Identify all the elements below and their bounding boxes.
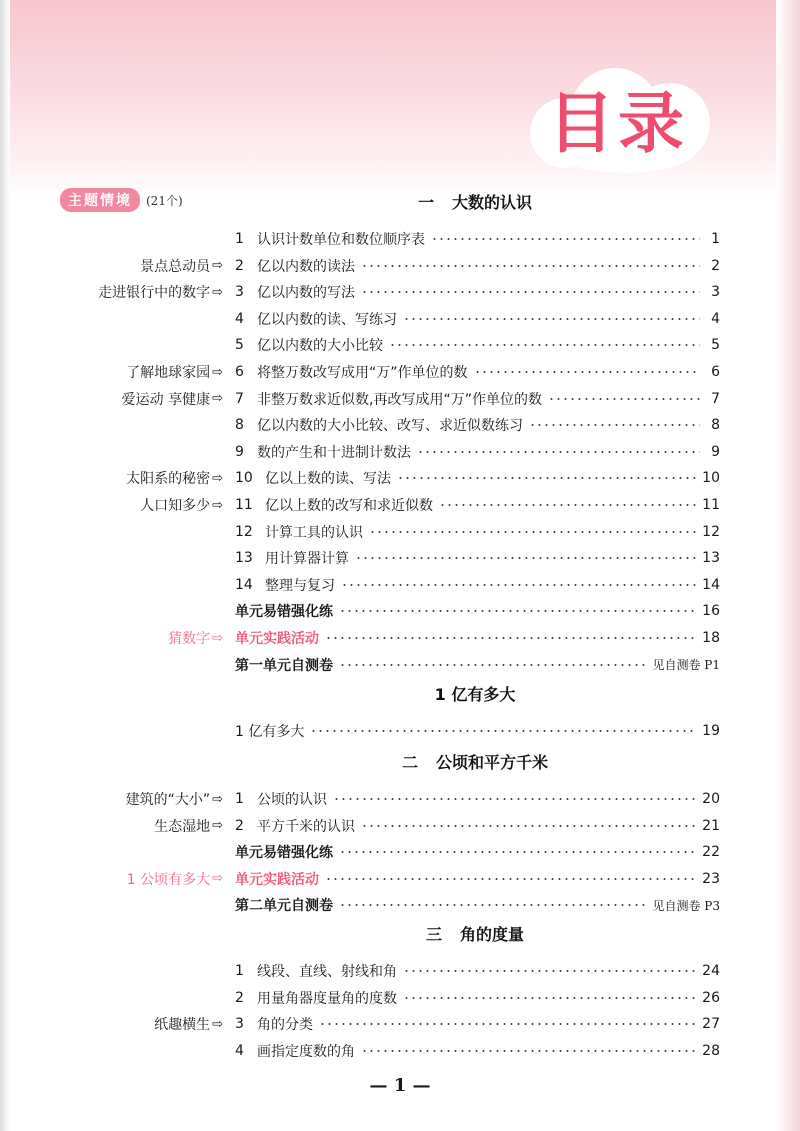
theme-scenario-label: 猜数字 [168, 631, 211, 647]
toc-row[interactable] [235, 868, 720, 890]
dot-leader [339, 851, 696, 853]
toc-row[interactable] [235, 467, 720, 489]
section-number: 二 [401, 753, 418, 772]
theme-scenario [154, 815, 223, 837]
arrow-icon: ⇨ [212, 258, 223, 274]
section-title: 角的度量 [460, 925, 525, 944]
toc-row[interactable] [235, 1013, 720, 1035]
lesson-number: 2 [235, 989, 244, 1006]
page-ref: 见自测卷 P3 [652, 898, 720, 913]
lesson-number: 2 [235, 817, 244, 834]
lesson-title: 亿以内数的写法 [257, 285, 355, 302]
lesson-title: 单元易错强化练 [235, 604, 333, 621]
page-ref: 27 [702, 1016, 720, 1033]
lesson-title: 非整万数求近似数,再改写成用“万”作单位的数 [257, 391, 542, 408]
section-heading [230, 682, 720, 705]
page-ref: 2 [711, 257, 720, 274]
arrow-icon: ⇨ [212, 391, 223, 407]
toc-row[interactable] [235, 494, 720, 516]
lesson-number: 3 [235, 284, 244, 301]
lesson-title: 公顷的认识 [257, 792, 327, 808]
theme-scenario [140, 255, 223, 277]
right-page-edge [776, 0, 800, 1131]
theme-scenario-label: 人口知多少 [140, 498, 211, 514]
theme-scenario [154, 1013, 223, 1035]
lesson-title: 线段、直线、射线和角 [257, 964, 397, 980]
page-ref: 3 [711, 284, 720, 301]
toc-row[interactable] [235, 600, 720, 622]
page-ref: 23 [702, 870, 720, 887]
section-heading [230, 190, 720, 213]
page-ref: 7 [711, 390, 720, 407]
page-ref: 13 [702, 550, 720, 567]
lesson-title: 计算工具的认识 [265, 524, 363, 541]
toc-row[interactable] [235, 960, 720, 982]
toc-row[interactable] [235, 281, 720, 303]
page-ref: 5 [711, 337, 720, 354]
dot-leader [548, 398, 700, 400]
toc-row[interactable] [235, 720, 720, 742]
toc-row[interactable] [235, 574, 720, 596]
left-page-edge [0, 0, 10, 1131]
page-ref: 9 [711, 443, 720, 460]
toc-row[interactable] [235, 441, 720, 463]
dot-leader [339, 904, 646, 906]
dot-leader [403, 997, 696, 999]
toc-row[interactable] [235, 788, 720, 810]
dot-leader [361, 1050, 696, 1052]
lesson-title: 亿以内数的大小比较 [257, 338, 383, 355]
theme-scenario-label: 了解地球家园 [126, 365, 211, 381]
dot-leader [339, 664, 646, 666]
page-ref: 24 [702, 963, 720, 979]
lesson-number: 2 [235, 257, 244, 274]
lesson-title: 亿以上数的改写和求近似数 [265, 498, 433, 514]
theme-label-pill: 主题情境 [60, 188, 140, 212]
theme-scenario-label: 走进银行中的数字 [98, 285, 211, 302]
toc-row[interactable] [235, 255, 720, 277]
page-ref: 14 [702, 576, 720, 593]
theme-count: (21个) [146, 193, 183, 208]
dot-leader [333, 798, 696, 800]
arrow-icon: ⇨ [212, 791, 223, 807]
theme-scenario [168, 627, 223, 649]
lesson-number: 1 [235, 791, 244, 807]
page-ref: 16 [702, 603, 720, 620]
lesson-number: 4 [235, 1042, 244, 1059]
theme-scenario [127, 868, 223, 890]
lesson-title: 用量角器度量角的度数 [257, 990, 397, 1007]
lesson-number: 13 [235, 550, 253, 567]
lesson-number: 3 [235, 1016, 244, 1033]
theme-scenario [126, 788, 223, 810]
section-heading [230, 922, 720, 945]
toc-row[interactable] [235, 894, 720, 916]
toc-row[interactable] [235, 627, 720, 649]
section-heading [230, 750, 720, 773]
dot-leader [369, 531, 696, 533]
lesson-number: 14 [235, 576, 253, 593]
lesson-title: 将整万数改写成用“万”作单位的数 [257, 365, 468, 381]
lesson-title: 单元实践活动 [235, 631, 319, 647]
lesson-number: 1 [235, 231, 244, 247]
toc-row[interactable] [235, 815, 720, 837]
toc-row[interactable] [235, 654, 720, 676]
dot-leader [341, 584, 696, 586]
lesson-title: 1 亿有多大 [235, 724, 305, 740]
lesson-title: 亿以上数的读、写法 [265, 471, 391, 488]
toc-row[interactable] [235, 308, 720, 330]
theme-scenario-label: 纸趣横生 [154, 1017, 211, 1034]
dot-leader [389, 344, 700, 346]
toc-row[interactable] [235, 361, 720, 383]
dot-leader [361, 291, 700, 293]
dot-leader [325, 637, 696, 639]
toc-row[interactable] [235, 1040, 720, 1062]
section-number: 一 [417, 193, 434, 212]
theme-scenario-label: 1 公顷有多大 [126, 871, 211, 888]
theme-scenario [122, 388, 223, 410]
page-ref: 12 [702, 523, 720, 540]
theme-scenario-label: 景点总动员 [140, 258, 211, 275]
toc-row[interactable] [235, 334, 720, 356]
lesson-title: 角的分类 [257, 1017, 313, 1034]
theme-scenario-label: 生态湿地 [154, 818, 211, 835]
lesson-title: 平方千米的认识 [257, 818, 355, 835]
page-ref: 10 [702, 470, 720, 487]
page-ref: 4 [711, 310, 720, 327]
page-ref: 28 [702, 1042, 720, 1059]
page-ref: 20 [702, 791, 720, 807]
page-ref: 26 [702, 989, 720, 1006]
section-title: 大数的认识 [452, 193, 533, 212]
dot-leader [397, 477, 696, 479]
lesson-title: 亿以内数的大小比较、改写、求近似数练习 [257, 418, 523, 435]
section-title: 公顷和平方千米 [436, 753, 549, 772]
theme-scenario [126, 361, 223, 383]
theme-scenario-label: 太阳系的秘密 [126, 471, 211, 488]
page-ref: 18 [702, 630, 720, 646]
lesson-number: 1 [235, 963, 244, 979]
lesson-number: 12 [235, 523, 253, 540]
theme-scenario [98, 281, 223, 303]
arrow-icon: ⇨ [212, 630, 223, 646]
arrow-icon: ⇨ [212, 470, 223, 486]
dot-leader [417, 451, 700, 453]
dot-leader [431, 238, 700, 240]
lesson-number: 8 [235, 417, 244, 434]
arrow-icon: ⇨ [212, 284, 223, 300]
lesson-title: 数的产生和十进制计数法 [257, 444, 411, 461]
lesson-number: 10 [235, 470, 253, 487]
lesson-number: 4 [235, 310, 244, 327]
page-number: — 1 — [369, 1075, 431, 1096]
theme-legend [60, 189, 183, 211]
toc-row[interactable] [235, 521, 720, 543]
page-ref: 22 [702, 844, 720, 861]
lesson-number: 5 [235, 337, 244, 354]
theme-scenario-label: 爱运动 享健康 [121, 391, 211, 408]
section-number: 三 [425, 925, 442, 944]
arrow-icon: ⇨ [212, 1016, 223, 1032]
lesson-number: 7 [235, 390, 244, 407]
page-ref: 19 [702, 723, 720, 739]
toc-row[interactable] [235, 414, 720, 436]
dot-leader [310, 730, 696, 732]
dot-leader [403, 318, 700, 320]
page-title: 目录 [548, 85, 688, 162]
page-ref: 8 [711, 417, 720, 434]
arrow-icon: ⇨ [212, 364, 223, 380]
arrow-icon: ⇨ [212, 871, 223, 887]
toc-row[interactable] [235, 841, 720, 863]
lesson-title: 整理与复习 [265, 577, 335, 594]
page-ref: 21 [702, 817, 720, 834]
arrow-icon: ⇨ [212, 497, 223, 513]
dot-leader [403, 970, 696, 972]
lesson-title: 单元实践活动 [235, 871, 319, 888]
lesson-number: 11 [235, 497, 253, 513]
lesson-title: 亿以内数的读、写练习 [257, 311, 397, 328]
page-ref: 1 [711, 231, 720, 247]
dot-leader [325, 878, 696, 880]
dot-leader [529, 424, 700, 426]
lesson-title: 用计算器计算 [265, 551, 349, 568]
theme-scenario [140, 494, 223, 516]
dot-leader [355, 557, 696, 559]
lesson-title: 亿以内数的读法 [257, 258, 355, 275]
dot-leader [361, 825, 696, 827]
toc-row[interactable] [235, 228, 720, 250]
lesson-title: 画指定度数的角 [257, 1043, 355, 1060]
page-ref: 见自测卷 P1 [652, 658, 720, 673]
lesson-number: 9 [235, 443, 244, 460]
arrow-icon: ⇨ [212, 818, 223, 834]
theme-scenario [126, 467, 223, 489]
dot-leader [361, 265, 700, 267]
dot-leader [339, 610, 696, 612]
section-title: 1 亿有多大 [434, 685, 516, 704]
dot-leader [319, 1023, 696, 1025]
lesson-title: 单元易错强化练 [235, 845, 333, 862]
lesson-title: 第一单元自测卷 [235, 657, 333, 674]
dot-leader [439, 504, 696, 506]
lesson-title: 第二单元自测卷 [235, 898, 333, 915]
page-ref: 6 [711, 364, 720, 380]
toc-row[interactable] [235, 547, 720, 569]
page-ref: 11 [702, 497, 720, 513]
toc-row[interactable] [235, 987, 720, 1009]
lesson-title: 认识计数单位和数位顺序表 [257, 232, 425, 248]
lesson-number: 6 [235, 364, 244, 380]
toc-row[interactable] [235, 388, 720, 410]
theme-scenario-label: 建筑的“大小” [125, 792, 211, 808]
dot-leader [474, 371, 700, 373]
